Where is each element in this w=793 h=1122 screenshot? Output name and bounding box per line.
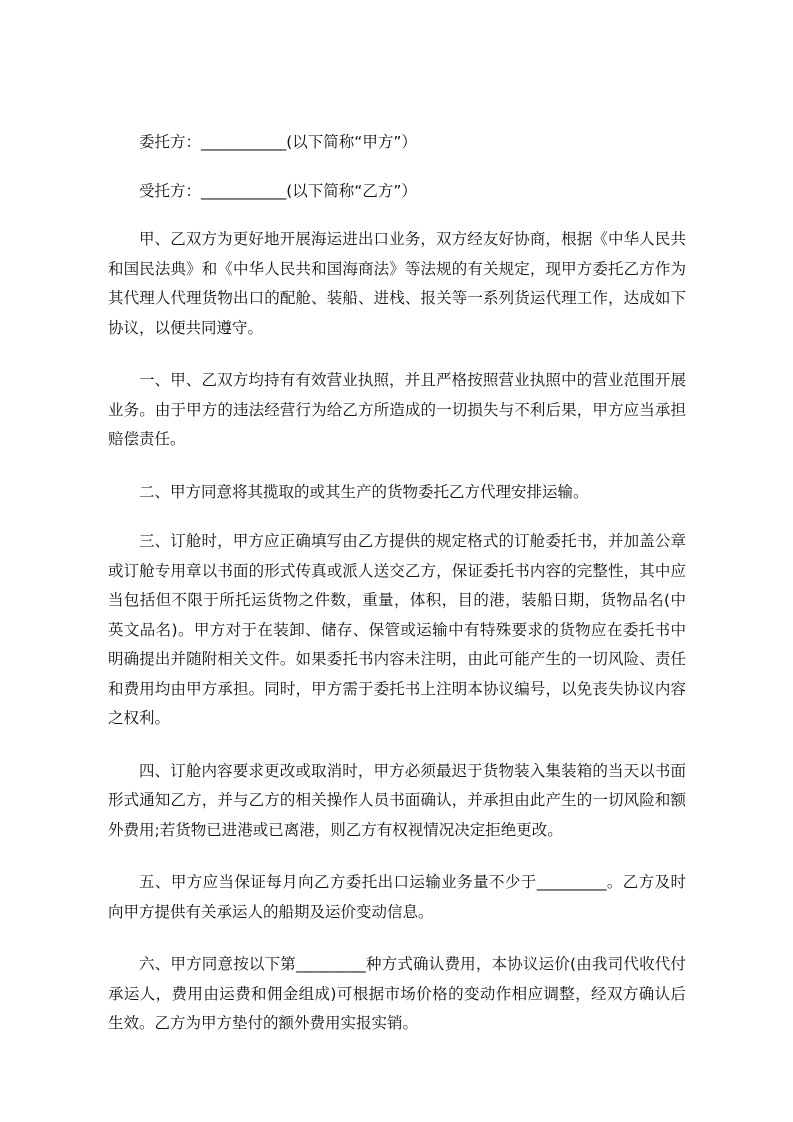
agent-party-line: 受托方：___________(以下简称“乙方”） <box>139 181 417 200</box>
clause-4-paragraph: 四、订舱内容要求更改或取消时，甲方必须最迟于货物装入集装箱的当天以书面形式通知乙方，并与乙方的相关操作人员书面确认，并承担由此产生的一切风险和额外费用;若货物已进港或已离港，则乙方有权视情况决定拒绝更改。 <box>108 761 686 839</box>
clause-5-paragraph: 五、甲方应当保证每月向乙方委托出口运输业务量不少于_________。乙方及时向甲方提供有关承运人的船期及运价变动信息。 <box>108 873 686 921</box>
preamble-paragraph: 甲、乙双方为更好地开展海运进出口业务，双方经友好协商，根据《中华人民共和国民法典》和《中华人民共和国海商法》等法规的有关规定，现甲方委托乙方作为其代理人代理货物出口的配舱、装船、进栈、报关等一系列货运代理工作，达成如下协议，以便共同遵守。 <box>108 230 686 337</box>
document-body <box>108 128 686 1062</box>
clause-2-paragraph: 二、甲方同意将其揽取的或其生产的货物委托乙方代理安排运输。 <box>139 482 589 501</box>
clause-1-paragraph: 一、甲、乙双方均持有有效营业执照，并且严格按照营业执照中的营业范围开展业务。由于甲方的违法经营行为给乙方所造成的一切损失与不利后果，甲方应当承担赔偿责任。 <box>108 371 686 448</box>
principal-party-line: 委托方：___________(以下简称“甲方”） <box>139 133 417 151</box>
clause-6-paragraph: 六、甲方同意按以下第_________种方式确认费用，本协议运价(由我司代收代付承运人，费用由运费和佣金组成)可根据市场价格的变动作相应调整，经双方确认后生效。乙方为甲方垫付的额外费用实报实销。 <box>108 955 686 1032</box>
clause-3-paragraph: 三、订舱时，甲方应正确填写由乙方提供的规定格式的订舱委托书，并加盖公章或订舱专用章以书面的形式传真或派人送交乙方，保证委托书内容的完整性，其中应当包括但不限于所托运货物之件数，重量，体积，目的港，装船日期，货物品名(中英文品名)。甲方对于在装卸、储存、保管或运输中有特殊要求的货物应在委托书中明确提出并随附相关文件。如果委托书内容未注明，由此可能产生的一切风险、责任和费用均由甲方承担。同时，甲方需于委托书上注明本协议编号，以免丧失协议内容之权利。 <box>108 532 686 727</box>
